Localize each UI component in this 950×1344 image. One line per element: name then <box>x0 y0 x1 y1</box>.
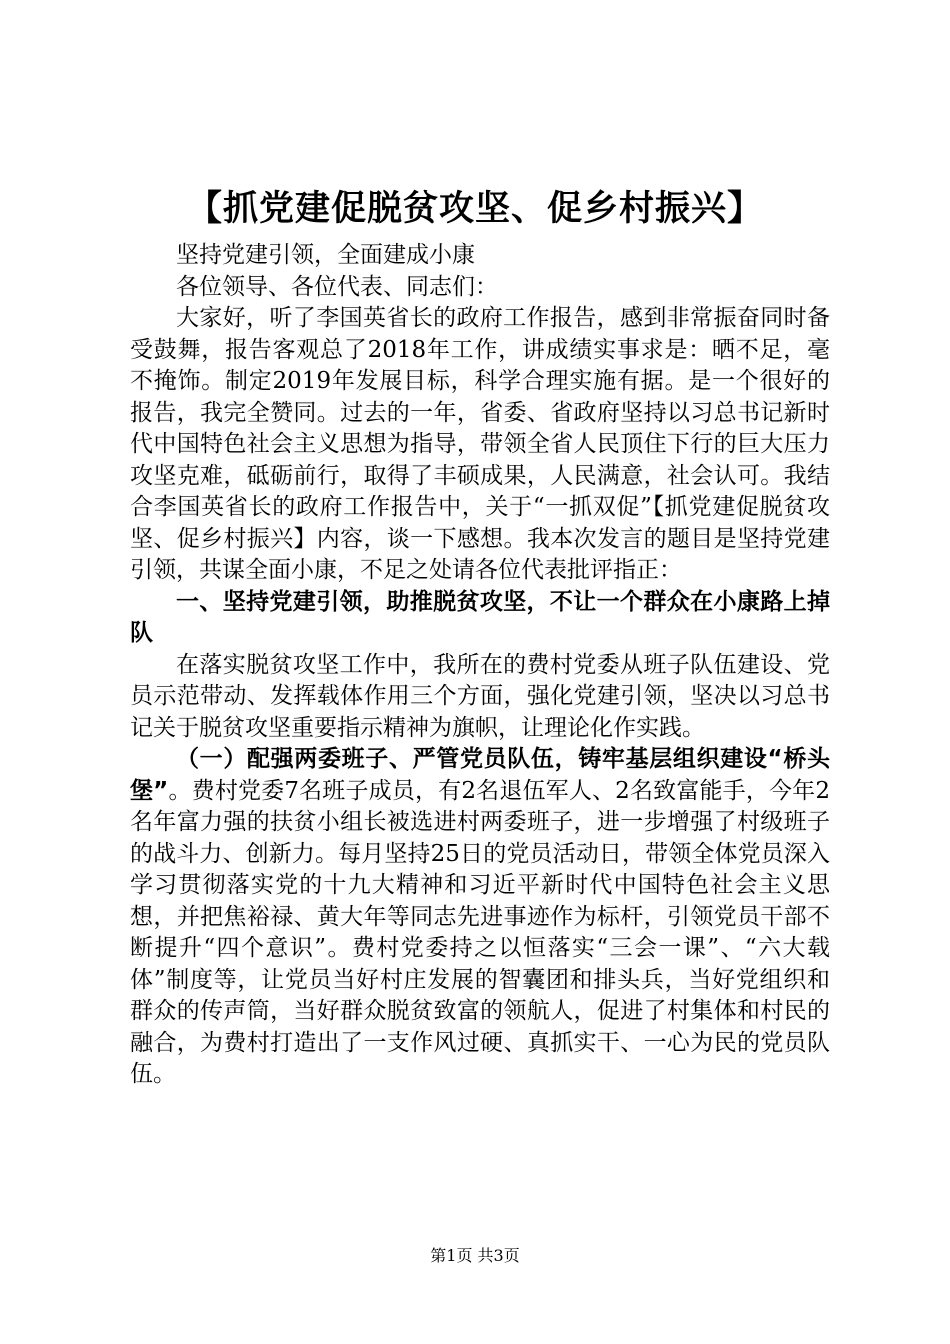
subsection-1-paragraph <box>130 744 830 1091</box>
document-title: 【抓党建促脱贫攻坚、促乡村振兴】 <box>186 189 763 229</box>
section-1-heading: 一、坚持党建引领，助推脱贫攻坚，不让一个群众在小康路上掉队 <box>130 588 830 646</box>
intro-paragraph: 大家好，听了李国英省长的政府工作报告，感到非常振奋同时备受鼓舞，报告客观总了2018年工作，讲成绩实事求是：晒不足，毫不掩饰。制定2019年发展目标，科学合理实施有据。是一个很好的报告，我完全赞同。过去的一年，省委、省政府坚持以习总书记新时代中国特色社会主义思想为指导，带领全省人民顶住下行的巨大压力攻坚克难，砥砺前行，取得了丰硕成果，人民满意，社会认可。我结合李国英省长的政府工作报告中，关于“一抓双促”【抓党建促脱贫攻坚、促乡村振兴】内容，谈一下感想。我本次发言的题目是坚持党建引领，共谋全面小康，不足之处请各位代表批评指正： <box>130 305 830 583</box>
salutation-line: 各位领导、各位代表、同志们： <box>176 273 498 300</box>
document-body <box>130 240 830 1091</box>
subtitle-line: 坚持党建引领，全面建成小康 <box>176 242 475 268</box>
subsection-1-text: 。费村党委7名班子成员，有2名退伍军人、2名致富能手，今年2名年富力强的扶贫小组长被选进村两委班子，进一步增强了村级班子的战斗力、创新力。每月坚持25日的党员活动日，带领全体党员深入学习贯彻落实党的十九大精神和习近平新时代中国特色社会主义思想，并把焦裕禄、黄大年等同志先进事迹作为标杆，引领党员干部不断提升“四个意识”。费村党委持之以恒落实“三会一课”、“六大载体”制度等，让党员当好村庄发展的智囊团和排头兵，当好党组织和群众的传声筒，当好群众脱贫致富的领航人，促进了村集体和村民的融合，为费村打造出了一支作风过硬、真抓实干、一心为民的党员队伍。 <box>130 777 830 1087</box>
section-1-paragraph: 在落实脱贫攻坚工作中，我所在的费村党委从班子队伍建设、党员示范带动、发挥载体作用三个方面，强化党建引领，坚决以习总书记关于脱贫攻坚重要指示精神为旗帜，让理论化作实践。 <box>130 651 830 741</box>
subsection-1-heading: （一）配强两委班子、严管党员队伍，铸牢基层组织建设“桥头堡” <box>130 746 830 804</box>
page-footer: 第1页 共3页 <box>430 1246 520 1265</box>
